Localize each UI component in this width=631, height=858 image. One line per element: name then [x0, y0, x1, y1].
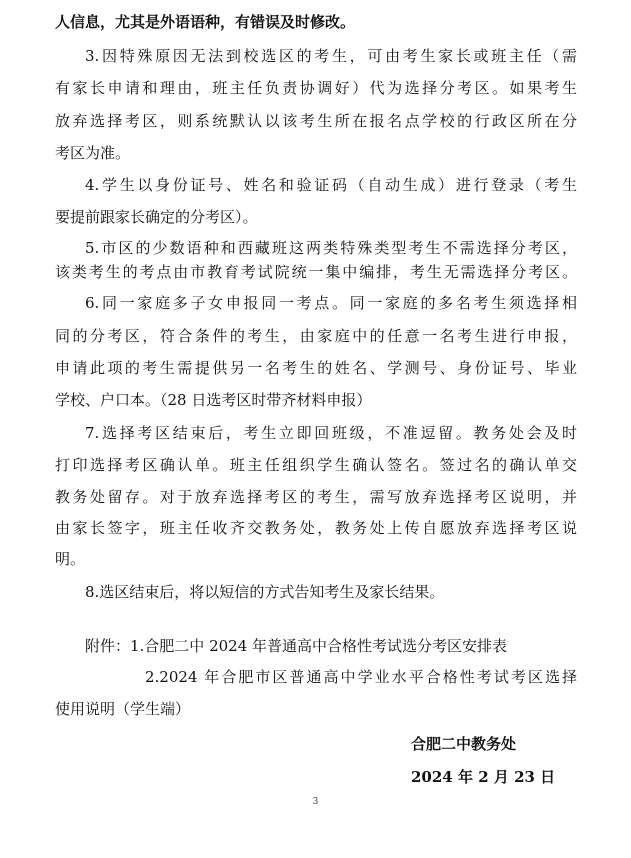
- signature-date: 2024 年 2 月 23 日: [411, 768, 556, 786]
- item-7-line-3: 教务处留存。对于放弃选择考区的考生，需写放弃选择考区说明，并: [55, 488, 577, 506]
- item-7-line-1: 7.选择考区结束后，考生立即回班级，不准逗留。教务处会及时: [85, 424, 577, 442]
- item-6-line-3: 申请此项的考生需提供另一名考生的姓名、学测号、身份证号、毕业: [55, 359, 577, 377]
- item-3-line-3: 放弃选择考区，则系统默认以该考生所在报名点学校的行政区所在分: [55, 112, 577, 130]
- item-6-line-2: 同的分考区，符合条件的考生，由家庭中的任意一名考生进行申报，: [55, 327, 577, 345]
- item-3-line-1: 3.因特殊原因无法到校选区的考生，可由考生家长或班主任（需: [85, 47, 577, 65]
- item-3-line-2: 有家长申请和理由，班主任负责协调好）代为选择分考区。如果考生: [55, 79, 577, 97]
- item-8-line-1: 8.选区结束后，将以短信的方式告知考生及家长结果。: [85, 583, 445, 601]
- page-number: 3: [312, 797, 319, 807]
- attachment-line-2: 2.2024 年合肥市区普通高中学业水平合格性考试考区选择: [145, 668, 577, 686]
- item-5-line-1: 5.市区的少数语种和西藏班这两类特殊类型考生不需选择分考区，: [85, 239, 577, 257]
- item-5-line-2: 该类考生的考点由市教育考试院统一集中编排，考生无需选择分考区。: [55, 263, 577, 281]
- item-6-line-4: 学校、户口本。（28 日选考区时带齐材料申报）: [55, 391, 372, 409]
- item-7-line-2: 打印选择考区确认单。班主任组织学生确认签名。签过名的确认单交: [55, 456, 577, 474]
- intro-line: 人信息，尤其是外语语种，有错误及时修改。: [55, 13, 356, 31]
- item-6-line-1: 6.同一家庭多子女申报同一考点。同一家庭的多名考生须选择相: [85, 294, 577, 312]
- signature-org: 合肥二中教务处: [411, 735, 517, 753]
- attachment-line-1: 附件：1.合肥二中 2024 年普通高中合格性考试选分考区安排表: [85, 637, 508, 655]
- attachment-line-3: 使用说明（学生端）: [55, 700, 191, 718]
- item-4-line-2: 要提前跟家长确定的分考区）。: [55, 208, 258, 226]
- item-7-line-4: 由家长签字，班主任收齐交教务处，教务处上传自愿放弃选择考区说: [55, 519, 577, 537]
- item-4-line-1: 4.学生以身份证号、姓名和验证码（自动生成）进行登录（考生: [85, 176, 577, 194]
- item-3-line-4: 考区为准。: [55, 144, 131, 162]
- item-7-line-5: 明。: [55, 550, 86, 568]
